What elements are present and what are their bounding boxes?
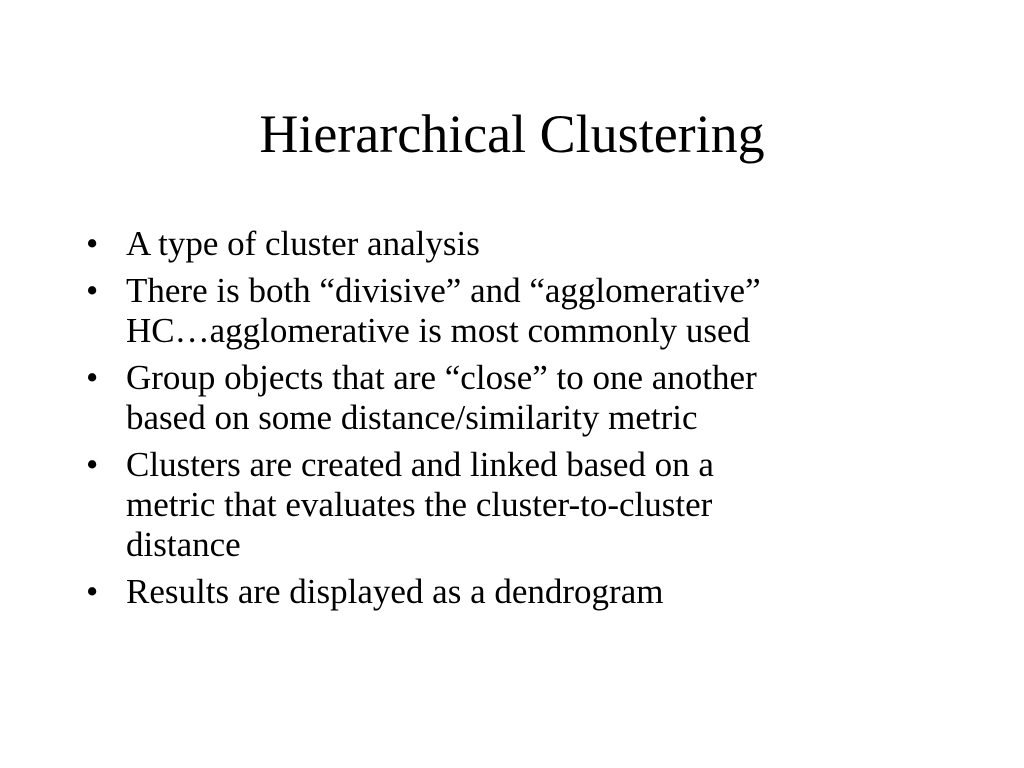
slide-title: Hierarchical Clustering (259, 104, 765, 164)
bullet-text-line-2: metric that evaluates the cluster-to-cluster (126, 485, 713, 524)
bullet-text-line-1: Clusters are created and linked based on a (126, 445, 714, 484)
bullet-text-line-2: based on some distance/similarity metric (126, 398, 698, 437)
bullet-marker: • (86, 224, 99, 263)
bullet-marker: • (86, 445, 99, 484)
bullet-item-divisive-agglomerative (86, 271, 966, 351)
bullet-item-cluster-analysis (86, 224, 966, 264)
bullet-item-clusters-linked (86, 445, 966, 565)
bullet-text-line-1: Group objects that are “close” to one another (126, 358, 757, 397)
bullet-item-group-objects (86, 358, 966, 438)
bullet-item-dendrogram (86, 572, 966, 612)
bullet-text-line-2: HC…agglomerative is most commonly used (126, 311, 751, 350)
bullet-marker: • (86, 271, 99, 310)
bullet-marker: • (86, 358, 99, 397)
bullet-text-line-1: There is both “divisive” and “agglomerative” (126, 271, 761, 310)
bullet-text: Results are displayed as a dendrogram (126, 572, 664, 611)
bullet-list (86, 224, 966, 619)
bullet-text-line-3: distance (126, 525, 241, 564)
bullet-marker: • (86, 572, 99, 611)
bullet-text: A type of cluster analysis (126, 224, 480, 263)
